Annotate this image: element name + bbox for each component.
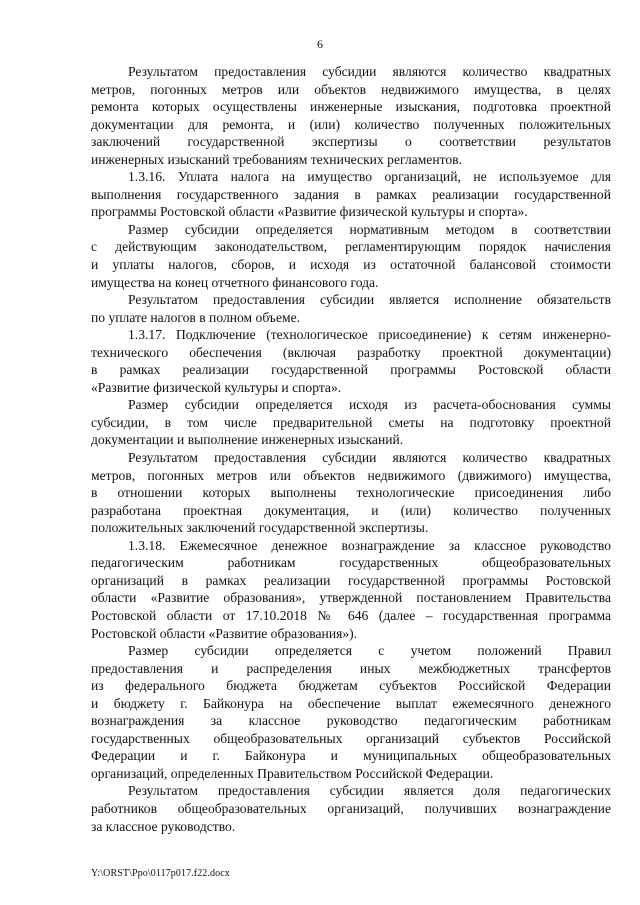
paragraph-line: программы Ростовской области «Развитие физической культуры и спорта».	[91, 204, 528, 220]
paragraph-line: ремонта которых осуществлены инженерные изыскания, подготовка проектной	[91, 99, 611, 115]
paragraph	[91, 449, 611, 537]
paragraph-line: организаций в рамках реализации государственной программы Ростовской	[91, 572, 611, 588]
paragraph-line: метров, погонных метров или объектов недвижимого (движимого) имущества,	[91, 467, 611, 483]
paragraph-line: и бюджету г. Байконура на обеспечение выплат ежемесячного денежного	[91, 695, 611, 711]
paragraph-line: из федерального бюджета бюджетам субъектов Российской Федерации	[91, 678, 611, 694]
paragraph-line: технического обеспечения (включая разработку проектной документации)	[91, 344, 611, 360]
paragraph-line: Результатом предоставления субсидии являются количество квадратных	[128, 64, 611, 79]
paragraph	[91, 221, 611, 291]
paragraph-line: «Развитие физической культуры и спорта».	[91, 379, 342, 395]
paragraph-line: документации и выполнение инженерных изысканий.	[91, 432, 404, 448]
paragraph-line: в рамках реализации государственной программы Ростовской области	[91, 362, 611, 378]
paragraph	[91, 396, 611, 449]
paragraph-line: предоставления и распределения иных межбюджетных трансфертов	[91, 660, 611, 676]
paragraph	[91, 326, 611, 396]
paragraph-line: по уплате налогов в полном объеме.	[91, 309, 301, 325]
paragraph-line: Результатом предоставления субсидии являются количество квадратных	[128, 450, 611, 466]
paragraph	[91, 168, 611, 221]
paragraph	[91, 537, 611, 642]
paragraph-line: Ростовской области от 17.10.2018 № 646 (далее – государственная программа	[91, 607, 611, 623]
paragraph-line: Размер субсидии определяется нормативным методом в соответствии	[128, 221, 611, 237]
document-body	[91, 63, 611, 835]
paragraph-line: разработана проектная документация, и (или) количество полученных	[91, 502, 611, 518]
paragraph	[91, 642, 611, 782]
paragraph-line: и уплаты налогов, сборов, и исходя из остаточной балансовой стоимости	[91, 257, 611, 273]
paragraph-line: метров, погонных метров или объектов недвижимого имущества, в целях	[91, 81, 611, 97]
paragraph-line: 1.3.17. Подключение (технологическое присоединение) к сетям инженерно-	[128, 327, 611, 343]
paragraph-line: имущества на конец отчетного финансового года.	[91, 274, 379, 290]
footer-file-path: Y:\ORST\Ppo\0117p017.f22.docx	[91, 868, 230, 879]
paragraph-line: за классное руководство.	[91, 818, 236, 834]
paragraph-line: организаций, определенных Правительством Российской Федерации.	[91, 765, 494, 781]
paragraph-line: инженерных изысканий требованиям технических регламентов.	[91, 151, 462, 167]
paragraph-line: Размер субсидии определяется исходя из расчета-обоснования суммы	[128, 397, 611, 413]
paragraph-line: государственных общеобразовательных организаций субъектов Российской	[91, 730, 611, 746]
paragraph-line: заключений государственной экспертизы о соответствии результатов	[91, 134, 611, 150]
paragraph-line: вознаграждения за классное руководство педагогическим работникам	[91, 713, 611, 729]
paragraph-line: Федерации и г. Байконура и муниципальных общеобразовательных	[91, 748, 611, 764]
paragraph-line: педагогическим работникам государственных общеобразовательных	[91, 555, 611, 571]
paragraph-line: Размер субсидии определяется с учетом положений Правил	[128, 643, 611, 659]
paragraph-line: положительных заключений государственной экспертизы.	[91, 520, 429, 536]
paragraph-line: 1.3.18. Ежемесячное денежное вознаграждение за классное руководство	[128, 537, 611, 553]
paragraph-line: субсидии, в том числе предварительной сметы на подготовку проектной	[91, 414, 611, 430]
paragraph-line: Результатом предоставления субсидии является исполнение обязательств	[128, 292, 611, 308]
paragraph-line: Ростовской области «Развитие образования»).	[91, 625, 358, 641]
paragraph-line: в отношении которых выполнены технологические присоединения либо	[91, 485, 611, 501]
paragraph-line: с действующим законодательством, регламентирующим порядок начисления	[91, 239, 611, 255]
paragraph-line: области «Развитие образования», утвержденной постановлением Правительства	[91, 590, 611, 606]
paragraph	[91, 291, 611, 326]
paragraph-line: выполнения государственного задания в рамках реализации государственной	[91, 186, 611, 202]
paragraph	[91, 63, 611, 168]
paragraph-line: 1.3.16. Уплата налога на имущество организаций, не используемое для	[128, 169, 611, 185]
page-number: 6	[317, 37, 323, 51]
paragraph-line: документации для ремонта, и (или) количество полученных положительных	[91, 116, 611, 132]
paragraph-line: работников общеобразовательных организаций, получивших вознаграждение	[91, 800, 611, 816]
paragraph	[91, 782, 611, 835]
paragraph-line: Результатом предоставления субсидии является доля педагогических	[128, 783, 611, 799]
